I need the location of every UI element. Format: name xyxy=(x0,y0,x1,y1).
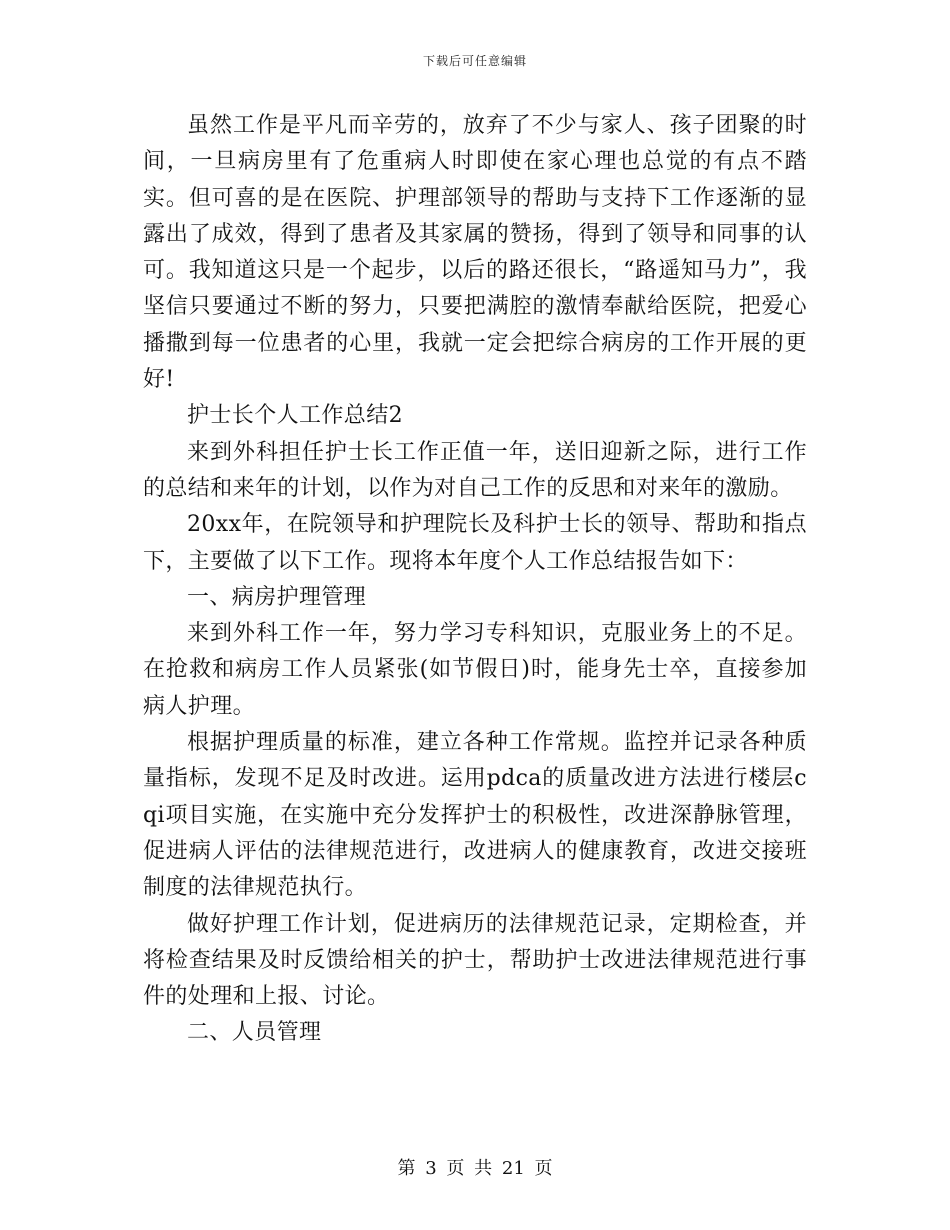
footer-total-pages: 21 xyxy=(501,1158,525,1179)
section-title-summary-2: 护士长个人工作总结2 xyxy=(187,403,403,429)
paragraph-closing-reflection: 虽然工作是平凡而辛劳的，放弃了不少与家人、孩子团聚的时间，一旦病房里有了危重病人时即使在家心理也总觉的有点不踏实。但可喜的是在医院、护理部领导的帮助与支持下工作逐渐的显露出了成效，得到了患者及其家属的赞扬，得到了领导和同事的认可。我知道这只是一个起步，以后的路还很长，“路遥知马力”，我坚信只要通过不断的努力，只要把满腔的激情奉献给医院，把爱心播撒到每一位患者的心里，我就一定会把综合病房的工作开展的更好! xyxy=(143,113,807,393)
footer-current-page: 3 xyxy=(425,1158,437,1179)
page-number-footer xyxy=(0,1154,950,1180)
page-header-note: 下载后可任意编辑 xyxy=(422,54,527,68)
paragraph-quality-standards: 根据护理质量的标准，建立各种工作常规。监控并记录各种质量指标，发现不足及时改进。运用pdca的质量改进方法进行楼层cqi项目实施，在实施中充分发挥护士的积极性，改进深静脉管理，促进病人评估的法律规范进行，改进病人的健康教育，改进交接班制度的法律规范执行。 xyxy=(143,730,807,901)
footer-total-word: 共 xyxy=(474,1158,493,1179)
footer-page-word: 页 xyxy=(446,1158,465,1179)
heading-ward-nursing-management: 一、病房护理管理 xyxy=(187,584,367,610)
document-body xyxy=(143,108,807,1052)
paragraph-surgery-work: 来到外科工作一年，努力学习专科知识，克服业务上的不足。在抢救和病房工作人员紧张(如节假日)时，能身先士卒，直接参加病人护理。 xyxy=(143,621,807,719)
heading-personnel-management: 二、人员管理 xyxy=(187,1020,322,1046)
paragraph-work-plan: 做好护理工作计划，促进病历的法律规范记录，定期检查，并将检查结果及时反馈给相关的护士，帮助护士改进法律规范进行事件的处理和上报、讨论。 xyxy=(143,911,807,1010)
footer-prefix: 第 xyxy=(397,1158,416,1179)
paragraph-intro: 来到外科担任护士长工作正值一年，送旧迎新之际，进行工作的总结和来年的计划，以作为对自己工作的反思和对来年的激励。 xyxy=(143,439,807,501)
paragraph-year-overview: 20xx年，在院领导和护理院长及科护士长的领导、帮助和指点下，主要做了以下工作。现将本年度个人工作总结报告如下： xyxy=(143,512,807,574)
footer-suffix: 页 xyxy=(534,1158,553,1179)
